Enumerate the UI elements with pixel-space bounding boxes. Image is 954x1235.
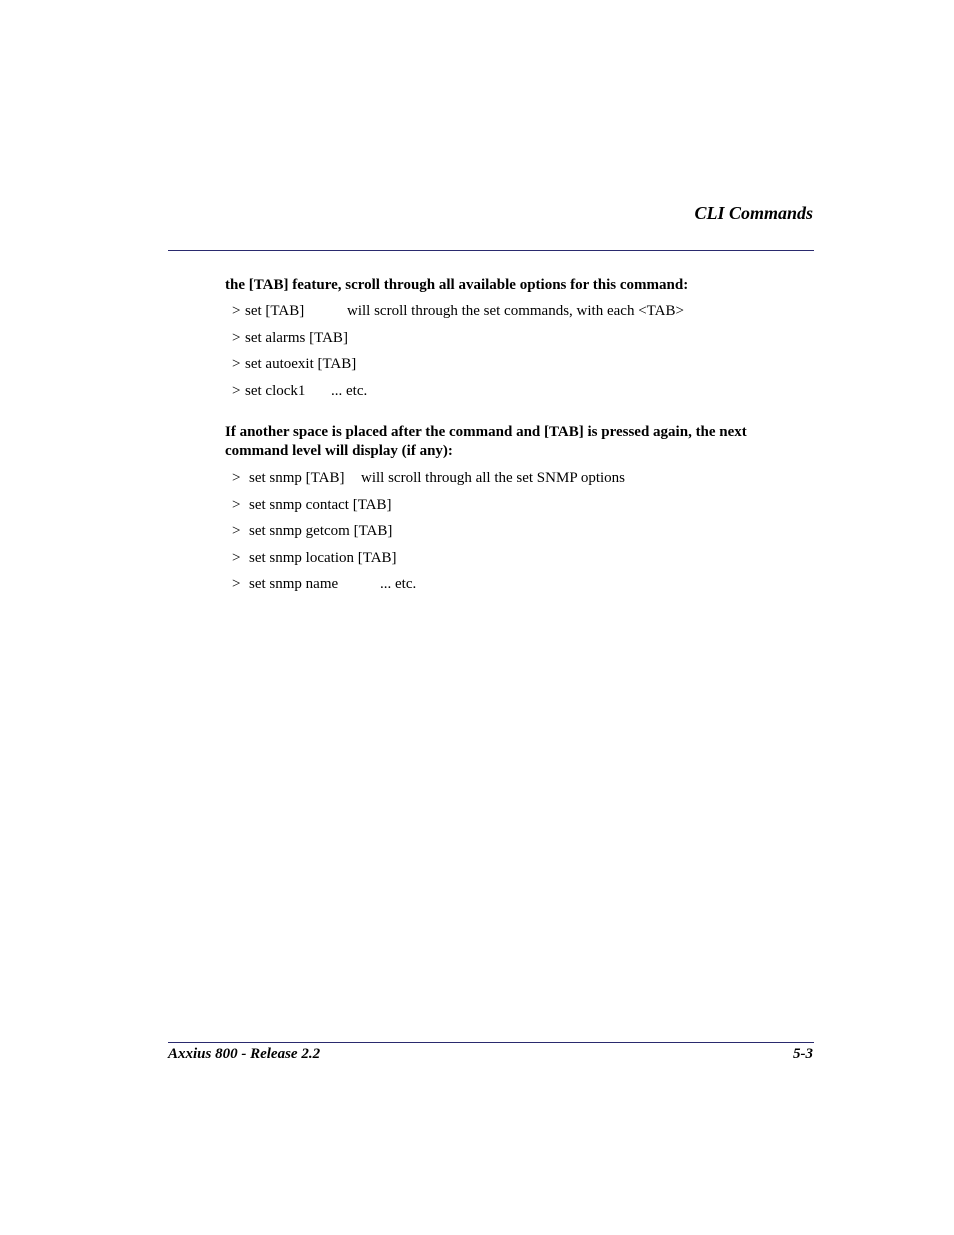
page-header-title: CLI Commands xyxy=(694,203,813,223)
prompt-symbol: > xyxy=(232,496,241,513)
section1-intro: the [TAB] feature, scroll through all available options for this command: xyxy=(225,277,689,293)
command-description: ... etc. xyxy=(331,382,368,399)
prompt-symbol: > xyxy=(232,523,241,539)
command-line xyxy=(225,545,795,572)
footer-divider xyxy=(168,1042,814,1043)
section1-command-list xyxy=(225,298,795,404)
command-line xyxy=(225,325,795,352)
command-description: will scroll through all the set SNMP options xyxy=(361,470,626,486)
section2-command-list xyxy=(225,465,795,598)
page-content xyxy=(225,276,795,598)
command-description: ... etc. xyxy=(380,576,417,592)
header-divider xyxy=(168,250,814,251)
command-text: set autoexit [TAB] xyxy=(245,356,357,372)
command-text: set [TAB] xyxy=(245,303,305,319)
command-text: set snmp contact [TAB] xyxy=(249,496,392,513)
footer-document-title: Axxius 800 - Release 2.2 xyxy=(168,1046,321,1062)
command-text: set alarms [TAB] xyxy=(245,329,348,346)
command-line xyxy=(225,378,795,405)
command-text: set clock1 xyxy=(245,382,306,399)
section2-intro: If another space is placed after the command and [TAB] is pressed again, the next command level will display (if any): xyxy=(225,424,747,459)
command-text: set snmp getcom [TAB] xyxy=(249,523,393,539)
command-line xyxy=(225,492,795,519)
prompt-symbol: > xyxy=(232,303,241,319)
prompt-symbol: > xyxy=(232,329,241,346)
prompt-symbol: > xyxy=(232,356,241,372)
command-line xyxy=(225,571,795,598)
command-line xyxy=(225,465,795,492)
command-description: will scroll through the set commands, with each <TAB> xyxy=(347,303,684,319)
command-line xyxy=(225,351,795,378)
footer-page-number: 5-3 xyxy=(793,1046,813,1062)
command-text: set snmp [TAB] xyxy=(249,470,345,486)
prompt-symbol: > xyxy=(232,470,241,486)
command-text: set snmp name xyxy=(249,576,339,592)
prompt-symbol: > xyxy=(232,549,241,566)
command-line xyxy=(225,518,795,545)
prompt-symbol: > xyxy=(232,382,241,399)
command-text: set snmp location [TAB] xyxy=(249,549,397,566)
command-line xyxy=(225,298,795,325)
prompt-symbol: > xyxy=(232,576,241,592)
section2 xyxy=(225,423,795,461)
